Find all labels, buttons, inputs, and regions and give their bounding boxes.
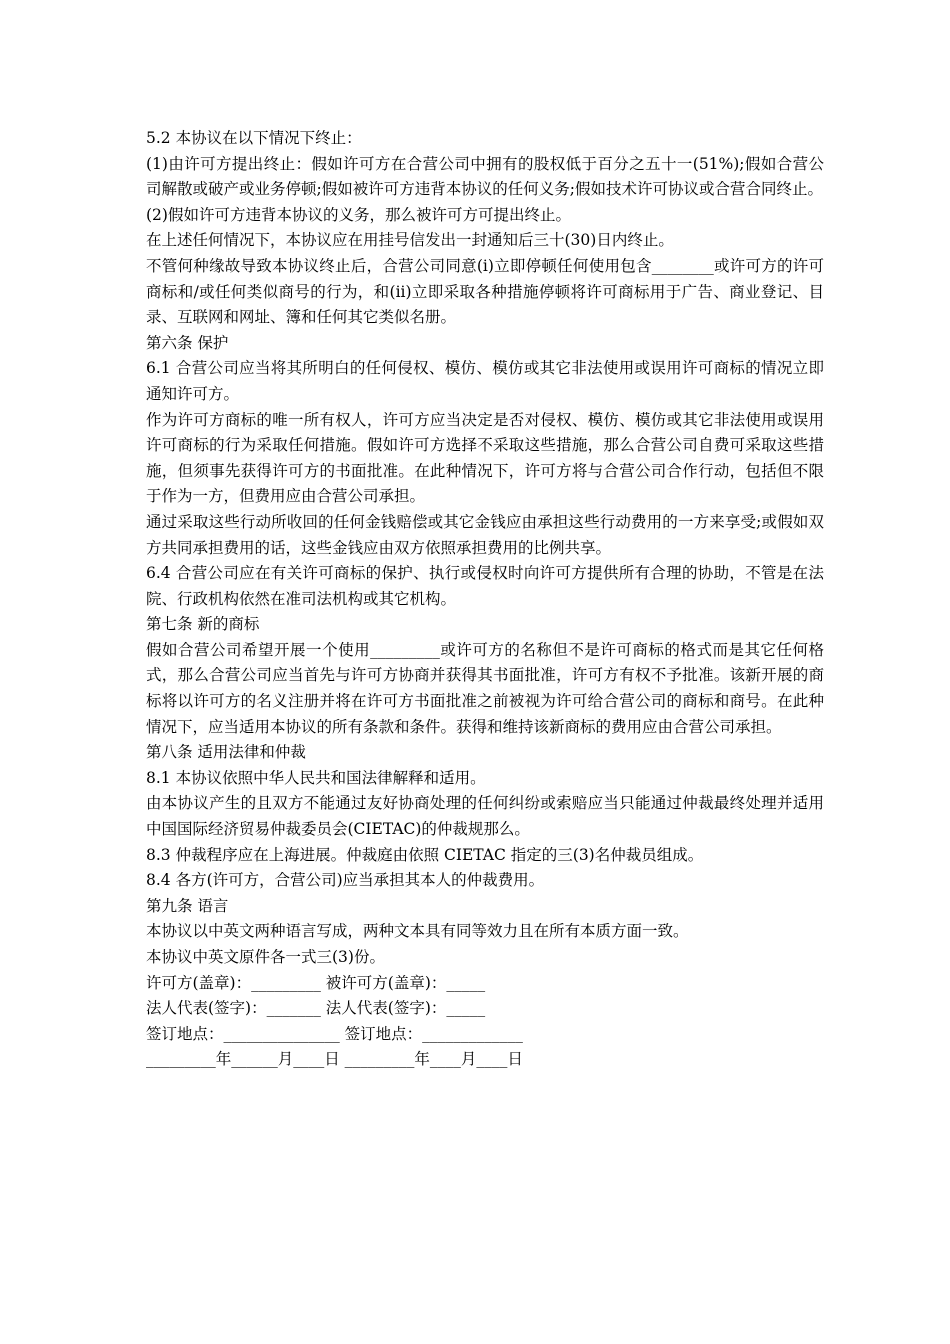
clause-6-1: 6.1 合营公司应当将其所明白的任何侵权、模仿、模仿或其它非法使用或误用许可商标的情况立即通知许可方。 [146, 359, 824, 403]
clause-5-2-item-1: (1)由许可方提出终止：假如许可方在合营公司中拥有的股权低于百分之五十一(51%);假如合营公司解散或破产或业务停顿;假如被许可方违背本协议的任何义务;假如技术许可协议或合营合同终止。 [146, 154, 824, 199]
owner-action-paragraph: 作为许可方商标的唯一所有权人，许可方应当决定是否对侵权、模仿、模仿或其它非法使用或误用许可商标的行为采取任何措施。假如许可方选择不采取这些措施，那么合营公司自费可采取这些措施，但须事先获得许可方的书面批准。在此种情况下，许可方将与合营公司合作行动，包括但不限于作为一方，但费用应由合营公司承担。 [146, 410, 824, 506]
clause-5-2-heading: 5.2 本协议在以下情况下终止： [146, 129, 362, 147]
post-termination-paragraph: 不管何种缘故导致本协议终止后，合营公司同意(i)立即停顿任何使用包含________或许可方的许可商标和/或任何类似商号的行为，和(ii)立即采取各种措施停顿将许可商标用于广告、商业登记、目录、互联网和网址、簿和任何其它类似名册。 [146, 256, 824, 327]
new-trademark-paragraph: 假如合营公司希望开展一个使用_________或许可方的名称但不是许可商标的格式而是其它任何格式，那么合营公司应当首先与许可方协商并获得其书面批准，许可方有权不予批准。该新开展的商标将以许可方的名义注册并将在许可方书面批准之前被视为许可给合营公司的商标和商号。在此种情况下，应当适用本协议的所有条款和条件。获得和维持该新商标的费用应由合营公司承担。 [146, 640, 824, 736]
recovery-sharing-paragraph: 通过采取这些行动所收回的任何金钱赔偿或其它金钱应由承担这些行动费用的一方来享受;或假如双方共同承担费用的话，这些金钱应由双方依照承担费用的比例共享。 [146, 512, 824, 557]
document-body [146, 126, 824, 1073]
language-paragraph: 本协议以中英文两种语言写成，两种文本具有同等效力且在所有本质方面一致。 [146, 922, 689, 941]
article-6-heading: 第六条 保护 [146, 333, 229, 352]
signing-date-line: _________年______月____日 _________年____月____日 [146, 1050, 523, 1069]
article-8-heading: 第八条 适用法律和仲裁 [146, 743, 306, 762]
termination-notice-paragraph: 在上述任何情况下，本协议应在用挂号信发出一封通知后三十(30)日内终止。 [146, 231, 674, 250]
copies-paragraph: 本协议中英文原件各一式三(3)份。 [146, 948, 385, 966]
article-9-heading: 第九条 语言 [146, 896, 229, 915]
clause-5-2-item-2: (2)假如许可方违背本协议的义务，那么被许可方可提出终止。 [146, 205, 571, 224]
signature-representative-line: 法人代表(签字)：_______ 法人代表(签字)：_____ [146, 999, 486, 1018]
signature-seal-line: 许可方(盖章)：_________ 被许可方(盖章)：_____ [146, 973, 486, 992]
clause-8-1: 8.1 本协议依照中华人民共和国法律解释和适用。 [146, 768, 486, 787]
arbitration-paragraph: 由本协议产生的且双方不能通过友好协商处理的任何纠纷或索赔应当只能通过仲裁最终处理并适用中国国际经济贸易仲裁委员会(CIETAC)的仲裁规那么。 [146, 794, 824, 839]
clause-8-4: 8.4 各方(许可方，合营公司)应当承担其本人的仲裁费用。 [146, 871, 545, 890]
article-7-heading: 第七条 新的商标 [146, 615, 260, 634]
clause-6-4: 6.4 合营公司应在有关许可商标的保护、执行或侵权时向许可方提供所有合理的协助，不管是在法院、行政机构依然在准司法机构或其它机构。 [146, 564, 824, 608]
clause-8-3: 8.3 仲裁程序应在上海进展。仲裁庭由依照 CIETAC 指定的三(3)名仲裁员组成。 [146, 845, 704, 864]
signing-place-line: 签订地点：_______________ 签订地点：_____________ [146, 1024, 523, 1043]
